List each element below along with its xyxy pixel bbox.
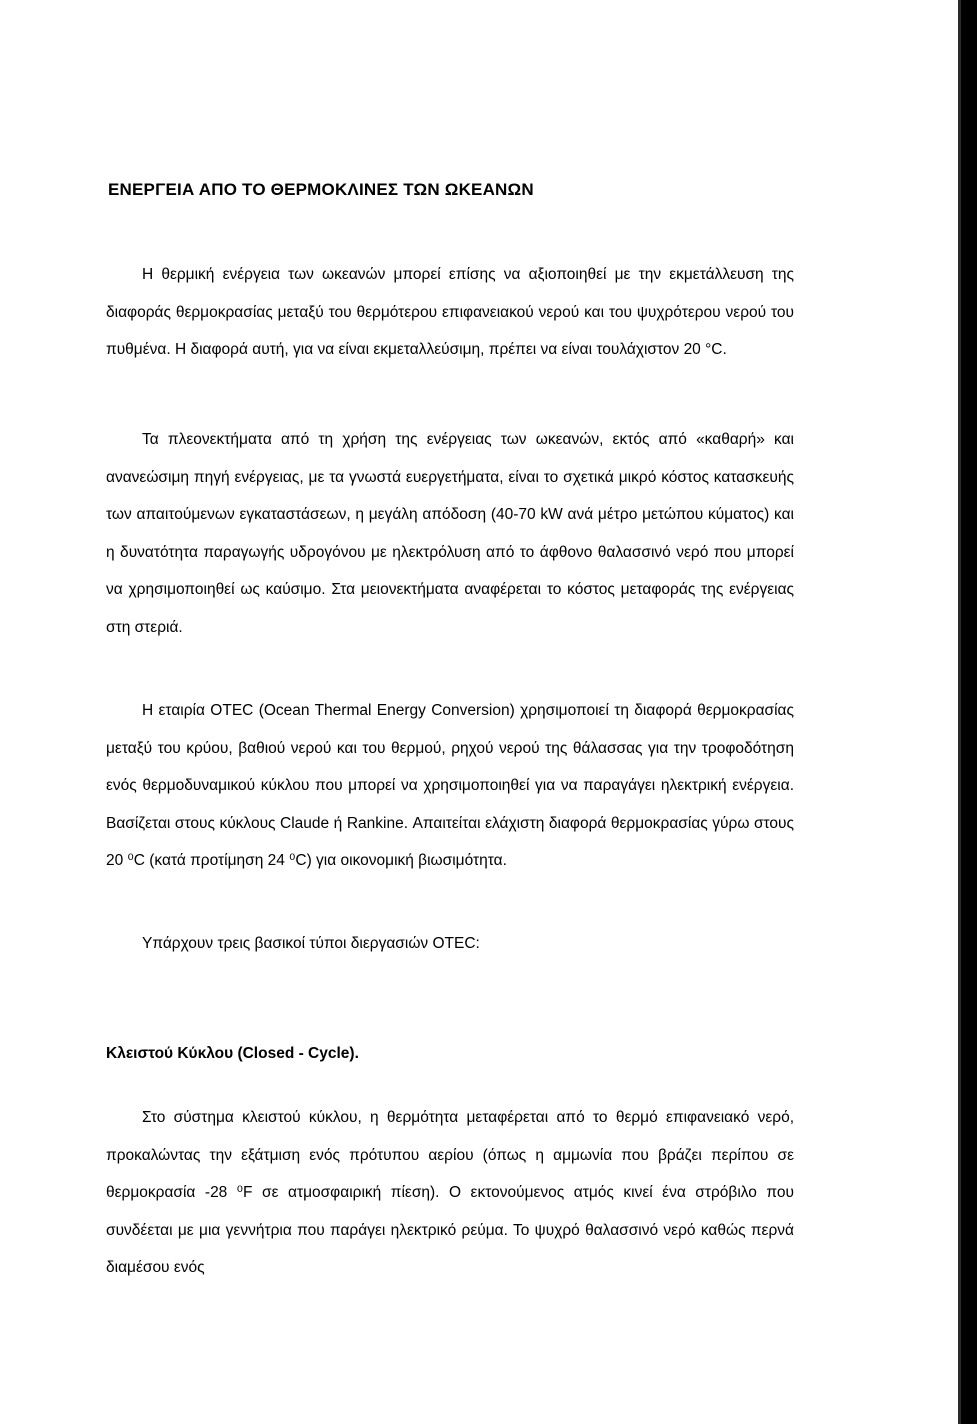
section-heading-closed-cycle: Κλειστού Κύκλου (Closed - Cycle). [106, 1045, 359, 1062]
paragraph-thermal-energy: Η θερμική ενέργεια των ωκεανών μπορεί επίσης να αξιοποιηθεί με την εκμετάλλευση της διαφοράς θερμοκρασίας μεταξύ του θερμότερου επιφανειακού νερού και του ψυχρότερου νερού του πυθμένα. Η διαφορά αυτή, για να είναι εκμεταλλεύσιμη, πρέπει να είναι τουλάχιστον 20 °C. [106, 266, 794, 358]
paragraph-process-types: Υπάρχουν τρεις βασικοί τύποι διεργασιών OTEC: [142, 935, 480, 952]
paragraph-closed-cycle: Στο σύστημα κλειστού κύκλου, η θερμότητα μεταφέρεται από το θερμό επιφανειακό νερό, προκαλώντας την εξάτμιση ενός πρότυπου αερίου (όπως η αμμωνία που βράζει περίπου σε θερμοκρασία -28 ⁰F σε ατμοσφαιρική πίεση). Ο εκτονούμενος ατμός κινεί ένα στρόβιλο που συνδέεται με μια γεννήτρια που παράγει ηλεκτρικό ρεύμα. Το ψυχρό θαλασσινό νερό καθώς περνά διαμέσου ενός [106, 1109, 794, 1276]
scan-edge-border [961, 0, 977, 1424]
paragraph-advantages: Τα πλεονεκτήματα από τη χρήση της ενέργειας των ωκεανών, εκτός από «καθαρή» και ανανεώσιμη πηγή ενέργειας, με τα γνωστά ευεργετήματα, είναι το σχετικά μικρό κόστος κατασκευής των απαιτούμενων εγκαταστάσεων, η μεγάλη απόδοση (40-70 kW ανά μέτρο μετώπου κύματος) και η δυνατότητα παραγωγής υδρογόνου με ηλεκτρόλυση από το άφθονο θαλασσινό νερό που μπορεί να χρησιμοποιηθεί ως καύσιμο. Στα μειονεκτήματα αναφέρεται το κόστος μεταφοράς της ενέργειας στη στεριά. [106, 431, 794, 636]
paragraph-otec-company: Η εταιρία OTEC (Ocean Thermal Energy Conversion) χρησιμοποιεί τη διαφορά θερμοκρασίας μεταξύ του κρύου, βαθιού νερού και του θερμού, ρηχού νερού της θάλασσας για την τροφοδότηση ενός θερμοδυναμικού κύκλου που μπορεί να χρησιμοποιηθεί για να παραγάγει ηλεκτρική ενέργεια. Βασίζεται στους κύκλους Claude ή Rankine. Απαιτείται ελάχιστη διαφορά θερμοκρασίας γύρω στους 20 ⁰C (κατά προτίμηση 24 ⁰C) για οικονομική βιωσιμότητα. [106, 702, 794, 869]
page-title: ΕΝΕΡΓΕΙΑ ΑΠΟ ΤΟ ΘΕΡΜΟΚΛΙΝΕΣ ΤΩΝ ΩΚΕΑΝΩΝ [108, 180, 534, 199]
